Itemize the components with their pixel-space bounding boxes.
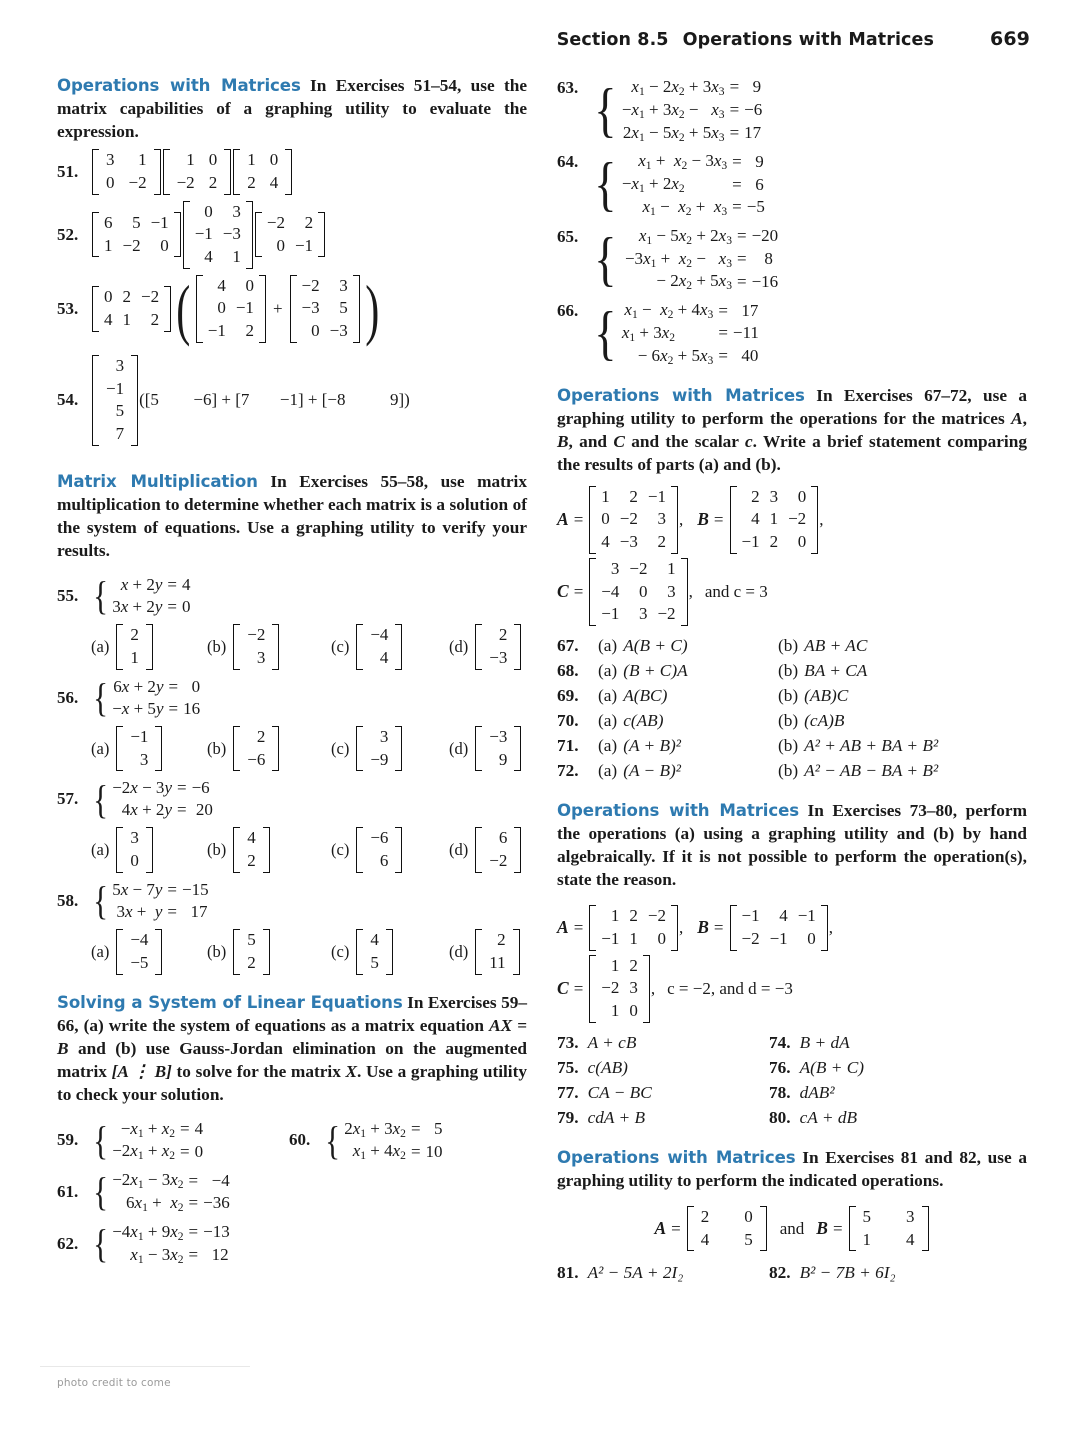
- matrix: 1 0 2 4: [233, 149, 292, 194]
- directive-text-3: . Write a brief statement comparing the results of parts (a) and (b).: [557, 431, 1027, 474]
- matrix: 3 1 0 −2: [92, 149, 161, 194]
- exercise-number: 67.: [557, 636, 579, 656]
- choice-label: (b): [207, 738, 227, 758]
- matrix: 0 2 −2 4 1 2: [92, 286, 171, 331]
- exercise-number: 73.: [557, 1032, 579, 1052]
- brace-icon: {: [325, 1117, 341, 1163]
- choice-b: [207, 726, 331, 771]
- equals-sign: =: [713, 917, 724, 937]
- matrix-definitions-73: [557, 905, 1027, 950]
- exercise-number: 69.: [557, 686, 579, 706]
- matrix: 2 −6: [233, 726, 279, 771]
- part-b: (b) (cA)B: [778, 711, 845, 731]
- exercise-63: [557, 76, 1027, 144]
- choice-a: [91, 827, 207, 872]
- part-a-expr: A(BC): [623, 686, 668, 706]
- choice-c: [331, 827, 449, 872]
- exercise-expression: B² − 7B + 6I₂: [799, 1263, 896, 1283]
- directive-text-2: and the scalar: [624, 431, 745, 451]
- matrix-label-C: C: [557, 581, 569, 602]
- left-column: [57, 74, 527, 1272]
- brace-icon: {: [93, 1117, 109, 1163]
- system-of-equations: { 5x − 7y = −15 3x + y = 17: [93, 878, 209, 924]
- matrix-label-B: B: [816, 1218, 828, 1239]
- exercise-82: [769, 1263, 1027, 1283]
- exercise-row-59-60: [57, 1118, 527, 1164]
- part-b-expr: BA + CA: [804, 661, 868, 681]
- exercise-expression: A² − 5A + 2I₂: [587, 1263, 684, 1283]
- header-title: Operations with Matrices: [682, 30, 935, 50]
- exercise-62: [57, 1221, 527, 1267]
- directive-math-C: C: [613, 431, 625, 451]
- directive-67-72: [557, 384, 1027, 476]
- exercise-number: 79.: [557, 1107, 579, 1127]
- choice-label: (d): [449, 738, 469, 758]
- matrix: 0 3 −1 −3 4 1: [183, 201, 253, 269]
- system-of-equations: { 6x + 2y = 0 −x + 5y = 16: [93, 675, 201, 721]
- part-a: (a) c(AB): [598, 711, 664, 731]
- comma-3: ,: [688, 581, 693, 601]
- choice-a: [91, 624, 207, 669]
- directive-heading: Operations with Matrices: [557, 1147, 796, 1167]
- directive-math-c: c: [744, 431, 753, 451]
- choice-label: (c): [331, 636, 350, 656]
- exercise-expression: A(B + C): [799, 1057, 865, 1077]
- exercise-number: 57.: [57, 789, 79, 809]
- exercise-number: 55.: [57, 586, 79, 606]
- exercise-69: [557, 686, 1027, 706]
- directive-text-1: In Exercises 59–66, (a) write the system of equations as a matrix equation: [57, 992, 527, 1035]
- choice-label: (b): [207, 941, 227, 961]
- exercise-expression: [91, 201, 326, 269]
- matrix-label-A: A: [557, 917, 569, 938]
- exercise-list-67-72: [557, 636, 1027, 781]
- exercise-number: 82.: [769, 1263, 791, 1283]
- part-b: (b) BA + CA: [778, 661, 868, 681]
- exercise-number: 60.: [289, 1130, 311, 1150]
- footer-divider: [40, 1366, 250, 1367]
- exercise-74: [769, 1033, 1027, 1053]
- part-a: (a) (A + B)²: [598, 736, 681, 756]
- choice-label: (b): [207, 840, 227, 860]
- equals-sign: =: [832, 1218, 843, 1238]
- directive-sep-1: ,: [1022, 408, 1027, 428]
- matrix: −2 3 −3 5 0 −3: [290, 275, 360, 343]
- choice-a: [91, 929, 207, 974]
- choices-56: [91, 726, 527, 771]
- exercise-55: [57, 574, 527, 618]
- equals-sign: =: [573, 978, 584, 998]
- matrix: 1 0 −2 2: [163, 149, 232, 194]
- matrix: 3 −1 5 7: [92, 355, 138, 446]
- equals-sign: =: [713, 509, 724, 529]
- directive-73-80: [557, 799, 1027, 891]
- comma-3: ,: [650, 978, 656, 998]
- part-a-expr: (A − B)²: [623, 761, 681, 781]
- exercise-67: [557, 636, 1027, 656]
- matrix: −4 −5: [116, 929, 162, 974]
- exercise-number: 62.: [57, 1233, 79, 1253]
- comma-2: ,: [819, 509, 824, 529]
- matrix: 4 0 0 −1 −1 2: [196, 275, 266, 343]
- exercise-number: 51.: [57, 161, 79, 181]
- equals-sign: =: [573, 509, 584, 529]
- exercise-row-77-78: [557, 1083, 1027, 1103]
- equals-sign: =: [573, 581, 584, 601]
- exercise-73: [557, 1033, 769, 1053]
- matrix: 4 2: [233, 827, 270, 872]
- exercise-number: 76.: [769, 1057, 791, 1077]
- directive-heading: Operations with Matrices: [57, 76, 301, 95]
- matrix-B: −1 4 −1 −2 −1 0: [730, 905, 828, 950]
- expr-part-2: −6] + [7: [193, 390, 250, 410]
- exercise-number: 71.: [557, 736, 579, 756]
- part-b: (b) (AB)C: [778, 686, 849, 706]
- directive-59-66: [57, 991, 527, 1106]
- brace-icon: {: [594, 299, 617, 366]
- directive-heading: Solving a System of Linear Equations: [57, 992, 403, 1012]
- part-a: (a) (A − B)²: [598, 761, 681, 781]
- directive-math-B: B: [557, 431, 569, 451]
- matrix: 2 1: [116, 624, 153, 669]
- exercise-number: 59.: [57, 1130, 79, 1150]
- brace-icon: {: [93, 776, 109, 822]
- directive-text-2: and (b) use Gauss-Jordan elimination on the augmented matrix: [57, 1038, 527, 1081]
- matrix-definitions-81: [557, 1206, 1027, 1251]
- exercise-expression: B + dA: [799, 1032, 850, 1052]
- exercise-51: [57, 149, 527, 194]
- exercise-number: 66.: [557, 301, 579, 321]
- matrix-label-A: A: [557, 509, 569, 530]
- matrix-label-C: C: [557, 978, 569, 999]
- part-a-expr: c(AB): [623, 711, 664, 731]
- exercise-71: [557, 736, 1027, 756]
- directive-heading: Operations with Matrices: [557, 801, 800, 821]
- choice-label: (a): [91, 840, 110, 860]
- matrix-label-B: B: [697, 917, 709, 938]
- exercise-expression: c(AB): [587, 1057, 628, 1077]
- exercise-66: [557, 299, 1027, 367]
- part-a-expr: (B + C)A: [623, 661, 688, 681]
- matrix-C: 1 2 −2 3 1 0: [589, 955, 650, 1023]
- exercise-59: [57, 1118, 289, 1164]
- exercise-81: [557, 1263, 769, 1283]
- page-number: 669: [990, 28, 1030, 50]
- choice-label: (c): [331, 941, 350, 961]
- choice-label: (a): [91, 636, 110, 656]
- directive-text-1: In Exercises 67–72, use a graphing utility to perform the operations for the matrices: [557, 385, 1027, 428]
- part-b-expr: A² − AB − BA + B²: [804, 761, 939, 781]
- exercise-number: 75.: [557, 1057, 579, 1077]
- open-paren: (: [176, 270, 191, 347]
- choices-55: [91, 624, 527, 669]
- choice-c: [331, 929, 449, 974]
- exercise-68: [557, 661, 1027, 681]
- exercise-56: [57, 676, 527, 720]
- exercise-53: [57, 270, 527, 347]
- part-a: (a) (B + C)A: [598, 661, 688, 681]
- matrix: 6 5 −1 1 −2 0: [92, 212, 181, 257]
- matrix: 5 2: [233, 929, 270, 974]
- exercise-expression: [91, 149, 293, 194]
- choice-label: (d): [449, 941, 469, 961]
- exercise-60: [289, 1118, 444, 1164]
- part-b: (b) A² + AB + BA + B²: [778, 736, 939, 756]
- matrix: 2 11: [475, 929, 519, 974]
- directive-55-58: [57, 470, 527, 562]
- exercise-number: 58.: [57, 891, 79, 910]
- exercise-expression: A + cB: [587, 1032, 637, 1052]
- choices-58: [91, 929, 527, 974]
- directive-text-4: . Use a graphing utility to check your solution.: [57, 1061, 527, 1104]
- equals-sign: =: [573, 917, 584, 937]
- matrix: −4 4: [356, 624, 402, 669]
- conjunction-and: and: [779, 1218, 805, 1238]
- exercise-72: [557, 761, 1027, 781]
- matrix: −6 6: [356, 827, 402, 872]
- right-column: [557, 74, 1027, 1288]
- exercise-76: [769, 1058, 1027, 1078]
- choice-c: [331, 624, 449, 669]
- system-of-equations: { $x_1 - 5x_2 + 2x_3$ = −20 $-3x_1 + x_2 - x_3$ = 8 − $2x_2 + 5x_3$ = −16: [594, 225, 779, 293]
- matrix: 6 −2: [475, 827, 521, 872]
- brace-icon: {: [93, 573, 109, 619]
- matrix: 3 0: [116, 827, 153, 872]
- exercise-79: [557, 1108, 769, 1128]
- matrix: 2 −3: [475, 624, 521, 669]
- part-a: (a) A(B + C): [598, 636, 688, 656]
- directive-text: In Exercises 51–54, use the matrix capabilities of a graphing utility to evaluate the expression.: [57, 76, 527, 142]
- exercise-number: 61.: [57, 1182, 79, 1202]
- system-of-equations: { $x_1 + x_2 - 3x_3$ = 9 $-x_1 + 2x_2$ = 6 $x_1 - x_2 + x_3$ = −5: [594, 151, 765, 218]
- exercise-number: 72.: [557, 761, 579, 781]
- expr-part-4: 9]): [390, 390, 410, 410]
- choice-label: (b): [207, 636, 227, 656]
- comma-1: ,: [678, 509, 684, 529]
- system-of-equations: { $-2x_1 - 3x_2$ = −4 $6x_1 + x_2$ = −36: [93, 1169, 230, 1215]
- system-of-equations: { $x_1 - x_2 + 4x_3$ = 17 $x_1 + 3x_2$ = −11 − $6x_2 + 5x_3$ = 40: [594, 299, 759, 367]
- system-of-equations: { −2x − 3y = −6 4x + 2y = 20: [93, 776, 213, 822]
- directive-math-ab: [A ⋮ B]: [111, 1061, 172, 1081]
- exercise-number: 65.: [557, 226, 579, 246]
- exercise-number: 80.: [769, 1107, 791, 1127]
- exercise-58: [57, 879, 527, 923]
- system-of-equations: { $2x_1 + 3x_2$ = 5 $x_1 + 4x_2$ = 10: [325, 1117, 443, 1163]
- system-of-equations: { $-4x_1 + 9x_2$ = −13 $x_1 - 3x_2$ = 12: [93, 1221, 230, 1267]
- choice-label: (c): [331, 738, 350, 758]
- part-a: (a) A(BC): [598, 686, 668, 706]
- choice-label: (a): [91, 941, 110, 961]
- directive-heading: Matrix Multiplication: [57, 471, 258, 491]
- matrix-B: 2 3 0 4 1 −2 −1 2 0: [730, 486, 819, 554]
- exercise-52: [57, 201, 527, 269]
- running-head: [0, 28, 1030, 50]
- matrix-B: 5 3 1 4: [849, 1206, 929, 1251]
- choices-57: [91, 827, 527, 872]
- matrix-label-B: B: [697, 509, 709, 530]
- exercise-expression: [91, 270, 383, 347]
- exercise-row-81-82: [557, 1263, 1027, 1283]
- exercise-65: [557, 225, 1027, 293]
- expr-part-1: ([5: [139, 390, 159, 410]
- exercise-number: 63.: [557, 78, 579, 97]
- system-of-equations: { $-x_1 + x_2$ = 4 $-2x_1 + x_2$ = 0: [93, 1117, 204, 1163]
- exercise-61: [57, 1169, 527, 1215]
- directive-math-A: A: [1011, 408, 1023, 428]
- choice-c: [331, 726, 449, 771]
- exercise-number: 77.: [557, 1082, 579, 1102]
- brace-icon: {: [93, 1169, 109, 1215]
- choice-d: [449, 827, 522, 872]
- directive-text-3: to solve for the matrix: [171, 1061, 346, 1081]
- close-paren: ): [365, 270, 380, 347]
- exercise-expression: dAB²: [799, 1082, 835, 1102]
- matrix-label-A: A: [654, 1218, 667, 1239]
- directive-text: In Exercises 81 and 82, use a graphing utility to perform the indicated operations.: [557, 1147, 1027, 1190]
- exercise-64: [557, 150, 1027, 218]
- plus-operator: +: [272, 298, 283, 318]
- exercise-row-75-76: [557, 1058, 1027, 1078]
- exercise-list-73-80: [557, 1033, 1027, 1128]
- exercise-number: 81.: [557, 1263, 579, 1283]
- exercise-75: [557, 1058, 769, 1078]
- exercise-number: 74.: [769, 1032, 791, 1052]
- matrix: 3 −9: [356, 726, 402, 771]
- directive-81-82: [557, 1146, 1027, 1192]
- system-of-equations: { $x_1 - 2x_2 + 3x_3$ = 9 $-x_1 + 3x_2 - x_3$ = −6 $2x_1 - 5x_2 + 5x_3$ = 17: [594, 76, 763, 144]
- exercise-number: 64.: [557, 152, 579, 172]
- part-b-expr: (cA)B: [804, 711, 845, 731]
- directive-math-x: X: [345, 1061, 358, 1081]
- system-of-equations: { x + 2y = 4 3x + 2y = 0: [93, 573, 191, 619]
- choice-d: [449, 624, 522, 669]
- matrix: −1 3: [116, 726, 162, 771]
- part-b: (b) A² − AB − BA + B²: [778, 761, 939, 781]
- exercise-number: 78.: [769, 1082, 791, 1102]
- matrix-A: 1 2 −1 0 −2 3 4 −3 2: [589, 486, 678, 554]
- row-vector-sum: [139, 390, 410, 410]
- matrix-A: 1 2 −2 −1 1 0: [589, 905, 678, 950]
- exercise-expression: cA + dB: [799, 1107, 858, 1127]
- exercise-80: [769, 1108, 1027, 1128]
- choice-label: (a): [91, 738, 110, 758]
- exercise-54: [57, 355, 527, 446]
- directive-heading: Operations with Matrices: [557, 385, 805, 405]
- choice-d: [449, 726, 522, 771]
- choice-a: [91, 726, 207, 771]
- matrix: −2 2 0 −1: [255, 212, 325, 257]
- comma-1: ,: [678, 917, 684, 937]
- directive-math-ax: AX = B: [57, 1015, 527, 1058]
- choice-label: (c): [331, 840, 350, 860]
- directive-text: In Exercises 73–80, perform the operations (a) using a graphing utility and (b) by hand algebraically. If it is not possible to perform the operation(s), state the reason.: [557, 801, 1027, 890]
- exercise-expression: [91, 355, 410, 446]
- choice-b: [207, 929, 331, 974]
- brace-icon: {: [93, 675, 109, 721]
- matrix: −2 3: [233, 624, 279, 669]
- exercise-number: 52.: [57, 224, 79, 244]
- part-b-expr: AB + AC: [804, 636, 868, 656]
- exercise-number: 53.: [57, 298, 79, 318]
- matrix: −3 9: [475, 726, 521, 771]
- brace-icon: {: [594, 151, 617, 218]
- part-b: (b) AB + AC: [778, 636, 868, 656]
- scalar-c-text: and c = 3: [704, 581, 768, 601]
- photo-credit: photo credit to come: [57, 1377, 171, 1389]
- expr-part-3: −1] + [−8: [279, 390, 346, 410]
- choice-b: [207, 624, 331, 669]
- choice-d: [449, 929, 521, 974]
- matrix-definitions-67: [557, 486, 1027, 554]
- choice-label: (d): [449, 636, 469, 656]
- exercise-number: 68.: [557, 661, 579, 681]
- exercise-number: 70.: [557, 711, 579, 731]
- part-b-expr: (AB)C: [804, 686, 849, 706]
- brace-icon: {: [594, 225, 617, 292]
- matrix-A: 2 0 4 5: [687, 1206, 767, 1251]
- matrix-definition-C-73: [557, 955, 1027, 1023]
- matrix: 4 5: [356, 929, 393, 974]
- header-section: Section 8.5: [556, 30, 669, 50]
- brace-icon: {: [594, 76, 617, 143]
- exercise-row-79-80: [557, 1108, 1027, 1128]
- part-b-expr: A² + AB + BA + B²: [804, 736, 939, 756]
- exercise-expression: CA − BC: [587, 1082, 652, 1102]
- exercise-expression: cdA + B: [587, 1107, 646, 1127]
- comma-2: ,: [828, 917, 834, 937]
- part-a-expr: (A + B)²: [623, 736, 681, 756]
- exercise-77: [557, 1083, 769, 1103]
- directive-text: In Exercises 55–58, use matrix multiplication to determine whether each matrix is a solution of the system of equations. Use a graphing utility to verify your results.: [57, 471, 527, 560]
- exercise-number: 54.: [57, 390, 79, 410]
- brace-icon: {: [93, 1221, 109, 1267]
- matrix-definition-C-67: [557, 558, 1027, 626]
- exercise-57: [57, 777, 527, 821]
- choice-label: (d): [449, 840, 469, 860]
- directive-51-54: [57, 74, 527, 143]
- brace-icon: {: [93, 878, 109, 924]
- exercise-70: [557, 711, 1027, 731]
- exercise-row-73-74: [557, 1033, 1027, 1053]
- part-a-expr: A(B + C): [623, 636, 688, 656]
- choice-b: [207, 827, 331, 872]
- directive-sep-2: , and: [568, 431, 614, 451]
- exercise-78: [769, 1083, 1027, 1103]
- exercise-number: 56.: [57, 687, 79, 707]
- equals-sign: =: [671, 1218, 681, 1238]
- scalars-text: c = −2, and d = −3: [667, 978, 793, 998]
- matrix-C: 3 −2 1 −4 0 3 −1 3 −2: [589, 558, 687, 626]
